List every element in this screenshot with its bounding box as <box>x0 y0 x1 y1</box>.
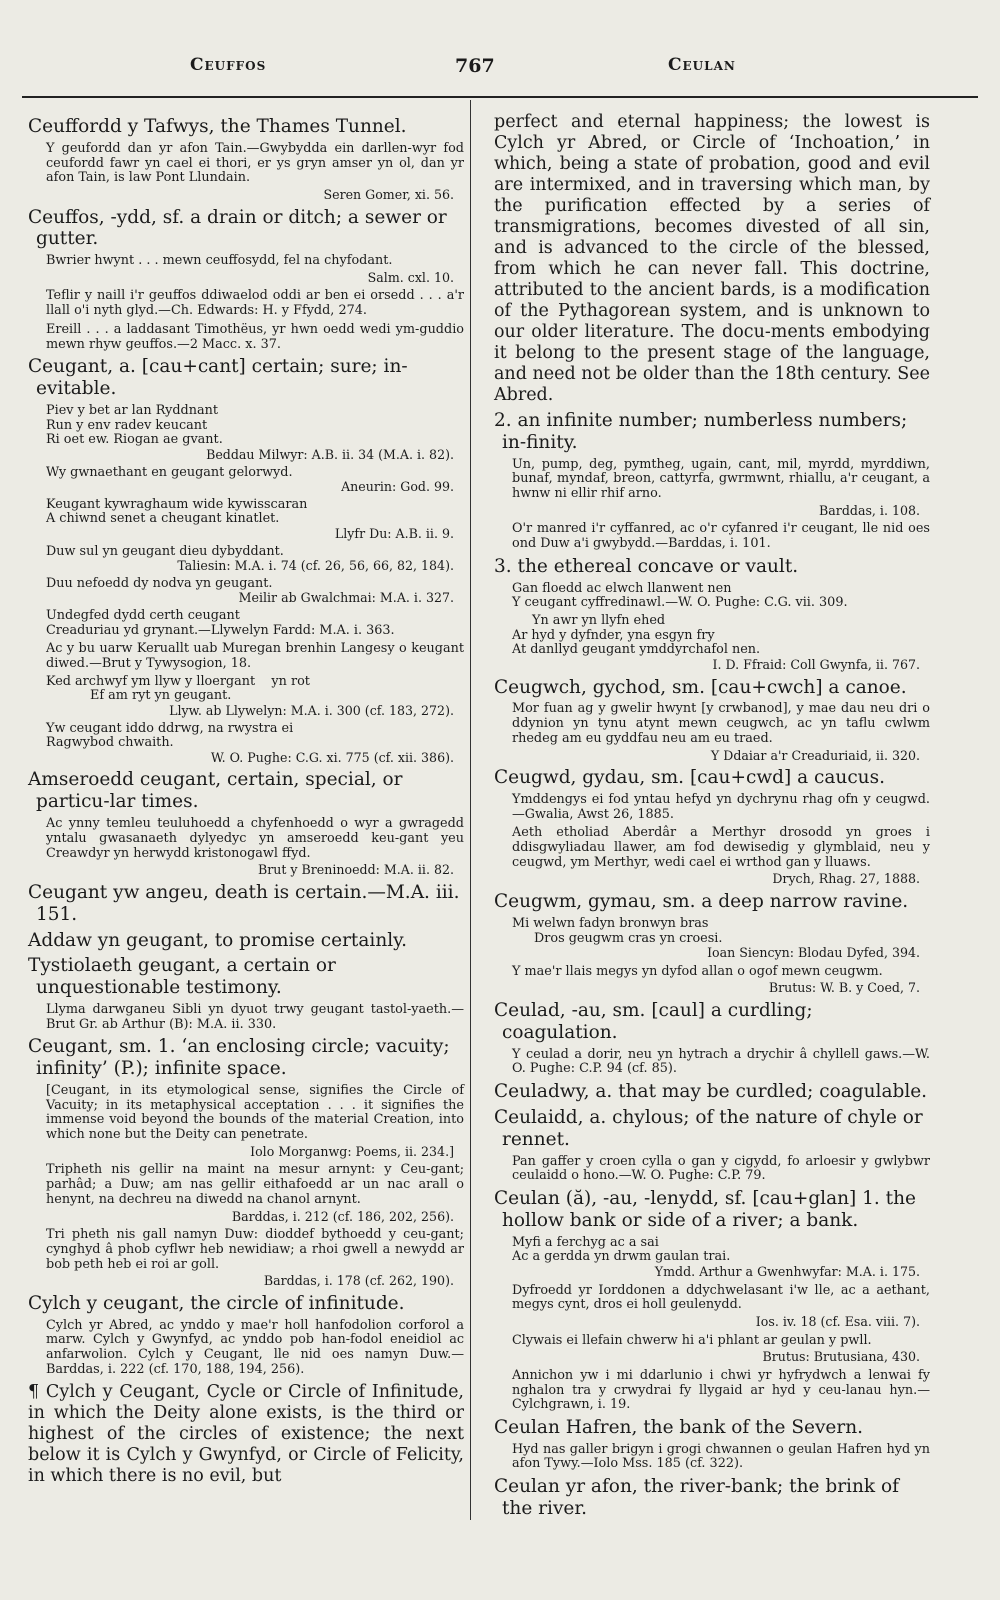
entry-headword: Tystiolaeth geugant, a certain or unquestionable testimony. <box>28 955 336 999</box>
citation: Dyfroedd yr Iorddonen a ddychwelasant i'w lle, ac a aethant, megys cynt, dros ei holl geulenydd. <box>512 1282 930 1313</box>
verse-line: A chiwnd senet a cheugant kinatlet. <box>46 511 280 527</box>
verse-line: Keugant kywraghaum wide kywisscaran <box>46 496 308 512</box>
citation-source: Seren Gomer, xi. 56. <box>323 186 454 202</box>
citation-source: Barddas, i. 108. <box>819 502 920 518</box>
citation: Tri pheth nis gall namyn Duw: dioddef bythoedd y ceu-gant; cynghyd â phob cyflwr heb newidiaw; a rhoi gwell a newydd ar bob peth heb ei roi ar goll. <box>46 1227 464 1272</box>
citation: Ac ynny temleu teuluhoedd a chyfenhoedd o wyr a gwragedd yntalu gwasanaeth dylyedyc yn amseroedd keu-gant yeu Creawdyr yn herwydd kristonogawl ffyd. <box>46 816 464 861</box>
verse-line: Ac a gerdda yn drwm gaulan trai. <box>512 1249 731 1265</box>
citation-source: Llyw. ab Llywelyn: M.A. i. 300 (cf. 183, 272). <box>169 703 454 719</box>
verse-line: Creaduriau yd grynant.—Llywelyn Fardd: M.A. i. 363. <box>46 622 395 638</box>
entry-headword: Ceuffos, -ydd, sf. a drain or ditch; a sewer or gutter. <box>28 206 447 250</box>
etymology-note: [Ceugant, in its etymological sense, signifies the Circle of Vacuity; in its metaphysical acceptation . . . it signifies the immense void beyond the bounds of the material Creation, into which none but the Deity can penetrate. <box>46 1083 464 1143</box>
verse-line: Yw ceugant iddo ddrwg, na rwystra ei <box>46 720 294 736</box>
citation: O'r manred i'r cyffanred, ac o'r cyfanred i'r ceugant, lle nid oes ond Duw a'i gwybydd.—Barddas, i. 101. <box>512 521 930 552</box>
citation-source: Iolo Morganwg: Poems, ii. 234.] <box>250 1143 454 1159</box>
citation: Ac y bu uarw Keruallt uab Muregan brenhin Langesy o keugant diwed.—Brut y Tywysogion, 18. <box>46 641 464 672</box>
verse-line: Dros geugwm cras yn croesi. <box>534 930 723 946</box>
entry-headword: Ceuffordd y Tafwys, the Thames Tunnel. <box>28 116 407 137</box>
sense-heading: 2. an infinite number; numberless numbers; in-finity. <box>494 410 908 453</box>
verse-line: Ragwybod chwaith. <box>46 735 174 751</box>
citation-source: I. D. Ffraid: Coll Gwynfa, ii. 767. <box>712 657 920 673</box>
verse-line: Wy gwnaethant en geugant gelorwyd. <box>46 464 293 480</box>
citation-source: Brut y Breninoedd: M.A. ii. 82. <box>257 862 454 878</box>
citation-source: Llyfr Du: A.B. ii. 9. <box>334 526 454 542</box>
verse-line: Duw sul yn geugant dieu dybyddant. <box>46 543 284 559</box>
citation: Y mae'r llais megys yn dyfod allan o ogof mewn ceugwm. <box>512 963 883 979</box>
entry-headword: Ceulaidd, a. chylous; of the nature of chyle or rennet. <box>494 1106 923 1150</box>
entry-headword: Amseroedd ceugant, certain, special, or particu-lar times. <box>28 769 403 813</box>
page-number: 767 <box>455 55 495 77</box>
citation: Llyma darwganeu Sibli yn dyuot trwy geugant tastol-yaeth.—Brut Gr. ab Arthur (B): M.A. ii. 330. <box>46 1001 464 1032</box>
verse-line: Ef am ryt yn geugant. <box>90 688 232 704</box>
verse-quotation <box>46 545 464 574</box>
citation-source: W. O. Pughe: C.G. xi. 775 (cf. xii. 386). <box>210 750 454 766</box>
sense-heading: 3. the ethereal concave or vault. <box>494 555 799 577</box>
explanatory-paragraph: ¶ Cylch y Ceugant, Cycle or Circle of Infinitude, in which the Deity alone exists, is the third or highest of the circles of existence; the next below it is Cylch y Gwynfyd, or Circle of Felicity, in which there is no evil, but <box>28 1381 464 1486</box>
entry-headword: Ceugwch, gychod, sm. [cau+cwch] a canoe. <box>494 676 907 698</box>
citation: Mor fuan ag y gwelir hwynt [y crwbanod], y mae dau neu dri o ddynion yn tynu atynt mewn ceugwch, ac yn taflu cwlwm rhedeg am eu gyddfau neu am eu traed. <box>512 701 930 746</box>
verse-quotation <box>46 722 464 766</box>
entry-headword: Ceugant yw angeu, death is certain.—M.A. iii. 151. <box>28 881 460 925</box>
running-head-right: Ceulan <box>668 55 736 75</box>
citation: Annichon yw i mi ddarlunio i chwi yr hyfrydwch a lenwai fy nghalon tra y crwydrai fy llygaid ar hyd y ceu-lanau hyn.—Cylchgrawn, i. 19. <box>512 1367 930 1413</box>
entry-headword: Ceugwm, gymau, sm. a deep narrow ravine. <box>494 891 909 913</box>
verse-quotation <box>46 675 464 719</box>
citation: Pan gaffer y croen cylla o gan y cigydd, fo arloesir y gwlybwr ceulaidd o hono.—W. O. Pughe: C.P. 79. <box>512 1153 930 1184</box>
citation: Bwrier hwynt . . . mewn ceuffosydd, fel na chyfodant. <box>46 253 393 269</box>
left-column <box>28 112 464 1490</box>
citation: Y ceulad a dorir, neu yn hytrach a drychir â chyllell gaws.—W. O. Pughe: C.P. 94 (cf. 85). <box>512 1046 930 1077</box>
verse-quotation <box>512 582 930 611</box>
citation-source: Ioan Siencyn: Blodau Dyfed, 394. <box>707 945 920 961</box>
entry-headword: Ceulad, -au, sm. [caul] a curdling; coagulation. <box>494 1000 813 1043</box>
verse-line: Undegfed dydd certh ceugant <box>46 607 240 623</box>
verse-line: Piev y bet ar lan Ryddnant <box>46 402 218 418</box>
verse-quotation <box>46 609 464 638</box>
citation: Tripheth nis gellir na maint na mesur arnynt: y Ceu-gant; parhâd; a Duw; am nas gellir eithafoedd ar un nac arall o henynt, na dechreu na diwedd na chanol arnynt. <box>46 1162 464 1207</box>
verse-quotation <box>512 917 930 961</box>
citation: Aeth etholiad Aberdâr a Merthyr drosodd yn groes i ddisgwyliadau llawer, am fod dewisedig y glymblaid, neu y ceugwd, ym Merthyr, wedi cael ei wrthod gan y lluaws. <box>512 825 930 870</box>
explanatory-paragraph: perfect and eternal happiness; the lowest is Cylch yr Abred, or Circle of ‘Inchoation,’ in which, being a state of probation, good and evil are intermixed, and in traversing which man, by the purification effected by a series of transmigrations, becomes divested of all sin, and is advanced to the circle of the blessed, from which he can never fall. This doctrine, attributed to the ancient bards, is a modification of the Pythagorean system, and is unknown to our older literature. The docu-ments embodying it belong to the present stage of the language, and need not be older than the 18th century. See Abred. <box>494 112 930 405</box>
verse-line: Ri oet ew. Riogan ae gvant. <box>46 432 223 448</box>
citation: Clywais ei llefain chwerw hi a'i phlant ar geulan y pwll. <box>512 1332 872 1348</box>
header-rule <box>22 96 978 98</box>
citation-source: Meilir ab Gwalchmai: M.A. i. 327. <box>238 590 454 606</box>
citation: Y geufordd dan yr afon Tain.—Gwybydda ein darllen-wyr fod ceufordd fawr yn cael ei thori, er ys gryn amser yn ol, dan yr afon Tain, is law Pont Llundain. <box>46 140 464 186</box>
citation-source: Taliesin: M.A. i. 74 (cf. 26, 56, 66, 82, 184). <box>177 558 454 574</box>
citation-source: Salm. cxl. 10. <box>367 269 454 285</box>
verse-quotation <box>512 1236 930 1280</box>
verse-line: Y ceugant cyffredinawl.—W. O. Pughe: C.G. vii. 309. <box>512 595 848 611</box>
verse-line: At danllyd geugant ymddyrchafol nen. <box>512 642 761 658</box>
entry-headword: Ceugant, a. [cau+cant] certain; sure; in-evitable. <box>28 356 408 400</box>
verse-quotation <box>46 498 464 542</box>
entry-headword: Ceugant, sm. 1. ‘an enclosing circle; vacuity; infinity’ (P.); infinite space. <box>28 1036 450 1080</box>
citation-source: Y Ddaiar a'r Creaduriaid, ii. 320. <box>710 747 920 763</box>
entry-headword: Ceulan Hafren, the bank of the Severn. <box>494 1416 863 1438</box>
citation-source: Ios. iv. 18 (cf. Esa. viii. 7). <box>755 1313 920 1329</box>
verse-line: Run y env radev keucant <box>46 417 208 433</box>
citation-source: Aneurin: God. 99. <box>341 479 454 495</box>
column-divider <box>470 100 471 1520</box>
citation: Teflir y naill i'r geuffos ddiwaelod oddi ar ben ei orsedd . . . a'r llall o'i nyth glyd.—Ch. Edwards: H. y Ffydd, 274. <box>46 288 464 319</box>
entry-headword: Ceulan (ă), -au, -lenydd, sf. [cau+glan] 1. the hollow bank or side of a river; a bank. <box>494 1188 916 1231</box>
verse-line: Ked archwyf ym llyw y lloergant yn rot <box>46 673 310 689</box>
citation-source: Brutus: W. B. y Coed, 7. <box>768 980 920 996</box>
citation-source: Drych, Rhag. 27, 1888. <box>772 871 920 887</box>
verse-quotation <box>512 614 930 673</box>
verse-line: Yn awr yn llyfn ehed <box>532 613 666 628</box>
verse-line: Ar hyd y dyfnder, yna esgyn fry <box>512 627 715 643</box>
running-head-left: Ceuffos <box>190 55 267 75</box>
verse-line: Myfi a ferchyg ac a sai <box>512 1234 659 1250</box>
entry-headword: Ceuladwy, a. that may be curdled; coagulable. <box>494 1081 928 1103</box>
citation-source: Brutus: Brutusiana, 430. <box>762 1349 920 1365</box>
citation: Cylch yr Abred, ac ynddo y mae'r holl hanfodolion corforol a marw. Cylch y Gwynfyd, ac ynddo pob han-fodol eneidiol ac anfarwolion. Cylch y Ceugant, lle nid oes namyn Duw.—Barddas, i. 222 (cf. 170, 188, 194, 256). <box>46 1317 464 1377</box>
verse-line: Duu nefoedd dy nodva yn geugant. <box>46 575 273 591</box>
citation-source: Barddas, i. 178 (cf. 262, 190). <box>263 1273 454 1289</box>
citation-source: Barddas, i. 212 (cf. 186, 202, 256). <box>231 1208 454 1224</box>
verse-quotation <box>46 577 464 606</box>
citation: Un, pump, deg, pymtheg, ugain, cant, mil, myrdd, myrddiwn, bunaf, myndaf, breon, cattyrfa, gwrmwnt, rhiallu, a'r ceugant, a hwnw ni ellir rhif arno. <box>512 456 930 502</box>
citation-source: Ymdd. Arthur a Gwenhwyfar: M.A. i. 175. <box>654 1264 920 1280</box>
entry-headword: Addaw yn geugant, to promise certainly. <box>28 929 408 951</box>
citation-source: Beddau Milwyr: A.B. ii. 34 (M.A. i. 82). <box>206 447 454 463</box>
entry-headword: Cylch y ceugant, the circle of infinitude. <box>28 1292 405 1314</box>
entry-headword: Ceulan yr afon, the river-bank; the brink of the river. <box>494 1476 899 1519</box>
right-column <box>494 112 930 1524</box>
verse-line: Mi welwn fadyn bronwyn bras <box>512 915 709 931</box>
verse-quotation <box>46 404 464 463</box>
citation: Ymddengys ei fod yntau hefyd yn dychrynu rhag ofn y ceugwd.—Gwalia, Awst 26, 1885. <box>512 791 930 822</box>
entry-headword: Ceugwd, gydau, sm. [cau+cwd] a caucus. <box>494 767 885 789</box>
verse-line: Gan floedd ac elwch llanwent nen <box>512 580 732 596</box>
citation: Ereill . . . a laddasant Timothëus, yr hwn oedd wedi ym-guddio mewn rhyw geuffos.—2 Macc. x. 37. <box>46 321 464 352</box>
verse-quotation <box>46 466 464 495</box>
citation: Hyd nas galler brigyn i grogi chwannen o geulan Hafren hyd yn afon Tywy.—Iolo Mss. 185 (cf. 322). <box>512 1441 930 1472</box>
